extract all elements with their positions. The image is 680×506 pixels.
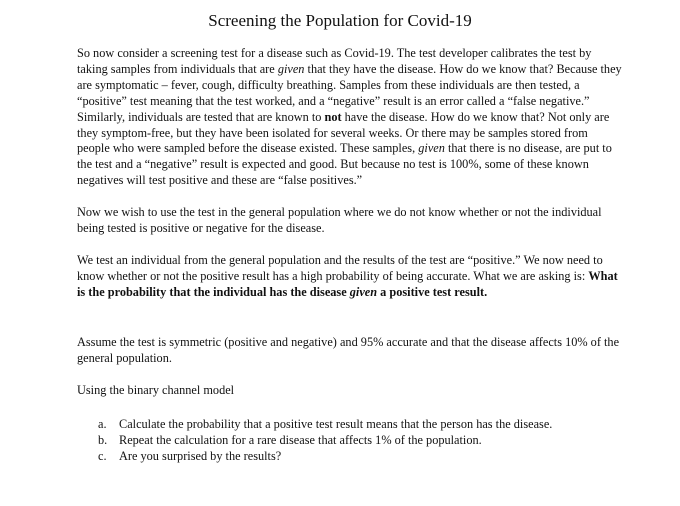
paragraph-assumptions: Assume the test is symmetric (positive and negative) and 95% accurate and that the disease affects 10% of the general population. — [77, 334, 620, 365]
document-body — [77, 46, 622, 464]
text-run: have the disease. How do we know that? Not only are they symptom-free, but they have been isolated for several weeks. Or there may be samples stored from people who were sampled before the disease existed. These samples, — [77, 109, 610, 156]
text-run: So now consider a screening test for a disease such as Covid-19. The test developer calibrates the test by taking samples from individuals that are — [77, 46, 592, 76]
list-marker: a. — [98, 417, 107, 432]
list-item-text: Repeat the calculation for a rare disease that affects 1% of the population. — [119, 433, 482, 448]
task-list — [77, 416, 622, 464]
text-run: What is the probability that the individual has the disease — [77, 268, 618, 299]
text-run: that there is no disease, are put to the test and a “negative” result is expected and good. But because no test is 100%, some of these known negatives will test positive and these are “false positives.” — [77, 141, 612, 188]
list-marker: b. — [98, 433, 108, 448]
list-item-text: Are you surprised by the results? — [119, 449, 282, 464]
list-item — [77, 416, 622, 432]
paragraph-question — [77, 253, 622, 301]
emphasis-given: given — [418, 141, 445, 156]
paragraph-screening-test — [77, 46, 622, 189]
text-run: a positive test result. — [377, 284, 488, 299]
list-marker: c. — [98, 449, 107, 464]
emphasis-given: given — [349, 284, 378, 299]
text-run: We test an individual from the general population and the results of the test are “positive.” We now need to know whether or not the positive result has a high probability of being accurate. What we are asking is: — [77, 252, 603, 283]
paragraph-general-population: Now we wish to use the test in the general population where we do not know whether or not the individual being tested is positive or negative for the disease. — [77, 205, 602, 236]
paragraph-model: Using the binary channel model — [77, 382, 235, 397]
list-item — [77, 448, 622, 464]
page-title: Screening the Population for Covid-19 — [208, 11, 472, 30]
emphasis-not: not — [324, 109, 342, 124]
list-item — [77, 432, 622, 448]
text-run: that they have the disease. How do we know that? Because they are symptomatic – fever, cough, difficulty breathing. Samples from these individuals are then tested, a “positive” test meaning that the test worked, and a “negative” result is an error called a “false negative.” Similarly, individuals are tested that are known to — [77, 61, 622, 124]
emphasis-given: given — [277, 61, 305, 76]
list-item-text: Calculate the probability that a positive test result means that the person has the disease. — [119, 417, 553, 432]
